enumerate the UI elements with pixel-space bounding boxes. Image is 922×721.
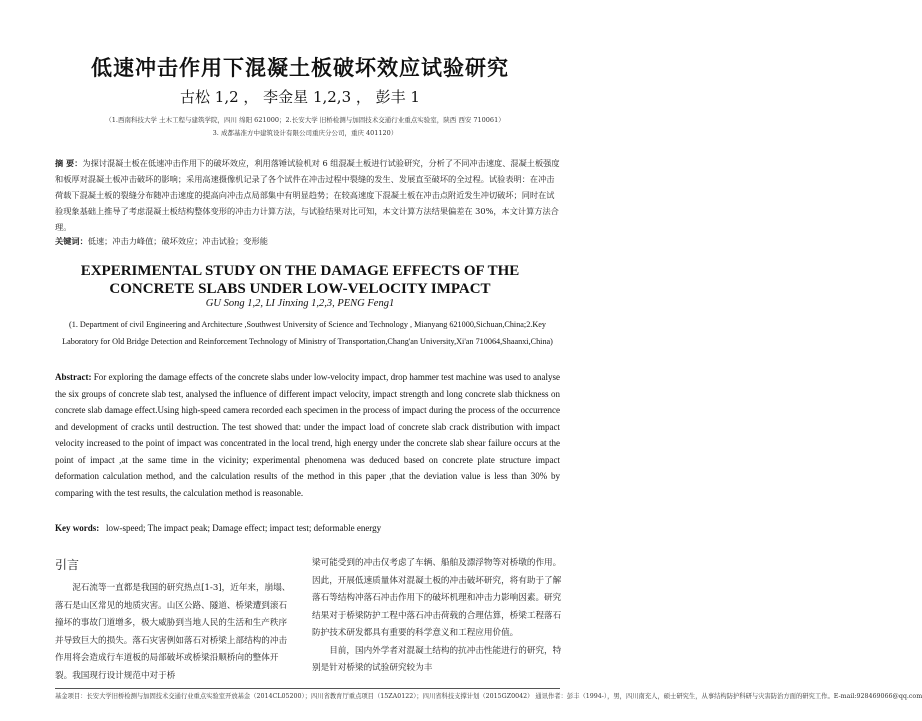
- intro-paragraph-right-2: 目前，国内外学者对混凝土结构的抗冲击性能进行的研究，特别是针对桥梁的试验研究较为丰: [312, 645, 562, 673]
- keywords-en-label: Key words:: [55, 523, 100, 533]
- intro-paragraph-right-1: 梁可能受到的冲击仅考虑了车辆、船舶及漂浮物等对桥墩的作用。因此，开展低速质量体对混凝土板的冲击破坏研究，将有助于了解落石等结构冲落石冲击作用下的破坏机理和冲击力影响因素。研究结果对于桥梁防护工程中落石冲击荷载的合理估算，桥梁工程落石防护技术研发都具有重要的科学意义和工程应用价值。: [312, 558, 562, 638]
- keywords-en: [55, 523, 560, 533]
- section-heading-intro: 引言: [55, 558, 80, 572]
- abstract-cn: [55, 155, 560, 235]
- abstract-en: [55, 369, 560, 501]
- intro-column-left: 泥石流等一直都是我国的研究热点[1-3]，近年来，崩塌、落石是山区常见的地质灾害。山区公路、隧道、桥梁遭到滚石撞坏的事故门道增多，极大威胁到当地人民的生活和生产秩序并导致巨大的损失。落石灾害例如落石对桥梁上部结构的冲击作用将会造成行车道板的局部破坏或桥梁沿顺桥向的整体开裂。我国现行设计规范中对于桥: [55, 583, 291, 681]
- intro-column-right: [312, 555, 562, 678]
- paper-title-en: EXPERIMENTAL STUDY ON THE DAMAGE EFFECTS OF THE CONCRETE SLABS UNDER LOW-VELOCITY IMPACT: [80, 263, 520, 297]
- affiliation-en: (1. Department of civil Engineering and Architecture ,Southwest University of Science and Technology , Mianyang 621000,Sichuan,China;2.Key Laboratory for Old Bridge Detection and Reinforcement Technology of Ministry of Transportation,Chang'an University,Xi'an 710064,Shaanxi,China): [62, 320, 553, 346]
- affiliation-cn-2: 3. 成都基准方中建筑设计有限公司重庆分公司，重庆 401120）: [212, 129, 398, 137]
- authors-cn: 古松 1,2 ， 李金星 1,2,3 ， 彭丰 1: [180, 88, 420, 106]
- keywords-cn: [55, 236, 560, 247]
- authors-en: GU Song 1,2, LI Jinxing 1,2,3, PENG Feng1: [205, 298, 395, 309]
- abstract-en-label: Abstract:: [55, 372, 92, 382]
- keywords-en-text: low-speed; The impact peak; Damage effect; impact test; deformable energy: [106, 523, 382, 533]
- paper-title-cn: 低速冲击作用下混凝土板破坏效应试验研究: [91, 55, 509, 80]
- affiliation-cn-1: （1.西南科技大学 土木工程与建筑学院，四川 绵阳 621000；2.长安大学 旧桥检测与加固技术交通行业重点实验室，陕西 西安 710061）: [105, 116, 505, 124]
- abstract-cn-label: 摘 要：: [55, 158, 83, 168]
- footnote-divider: [55, 688, 560, 689]
- abstract-en-text: For exploring the damage effects of the concrete slabs under low-velocity impact, drop hammer test machine was used to analyse the six groups of concrete slab test, analysed the influence of different impact velocity, impact strength and long concrete slab thickness on concrete slab damage effect.Using high-speed camera recorded each specimen in the process of impact during the process of the occurrence and development of cracks until destruction. The test showed that: under the impact load of concrete slab crack distribution with impact velocity increased to the point of impact was concentrated in the local trend, high energy under the concrete slab shear failure occurs at the point of impact ,at the same time in the vicinity; experimental phenomena was deduced based on concrete plate structure impact deformation calculation method, and the calculation results of the method in this paper ,that the deviation value is less than 30% by comparing with the test results, the calculation method is reasonable.: [55, 372, 560, 498]
- footnote: 基金项目：长安大学旧桥检测与加固技术交通行业重点实验室开放基金（2014CL05200）；四川省教育厅重点项目（15ZA0122）；四川省科技支撑计划（2015GZ0042） 通讯作者：彭丰（1994-），男，四川南充人，硕士研究生，从事结构防护科研与灾害防治方面的研究工作。E-mail:928469066@qq.com: [55, 693, 922, 700]
- abstract-cn-text: 为探讨混凝土板在低速冲击作用下的破坏效应，利用落锤试验机对 6 组混凝土板进行试验研究，分析了不同冲击速度、混凝土板强度和板厚对混凝土板冲击破坏的影响；采用高速摄像机记录了各个试件在冲击过程中裂缝的发生、发展直至破坏的全过程。试验表明：在冲击荷载下混凝土板的裂缝分布随冲击速度的提高向冲击点局部集中有明显趋势；在较高速度下混凝土板在冲击点附近发生冲切破坏；同时在试验现象基础上推导了考虑混凝土板结构整体变形的冲击力计算方法，与试验结果对比可知，本文计算方法结果偏差在 30%，本文计算方法合理。: [55, 158, 560, 232]
- keywords-cn-label: 关键词：: [55, 236, 88, 246]
- keywords-cn-text: 低速；冲击力峰值；破坏效应；冲击试验；变形能: [87, 236, 268, 246]
